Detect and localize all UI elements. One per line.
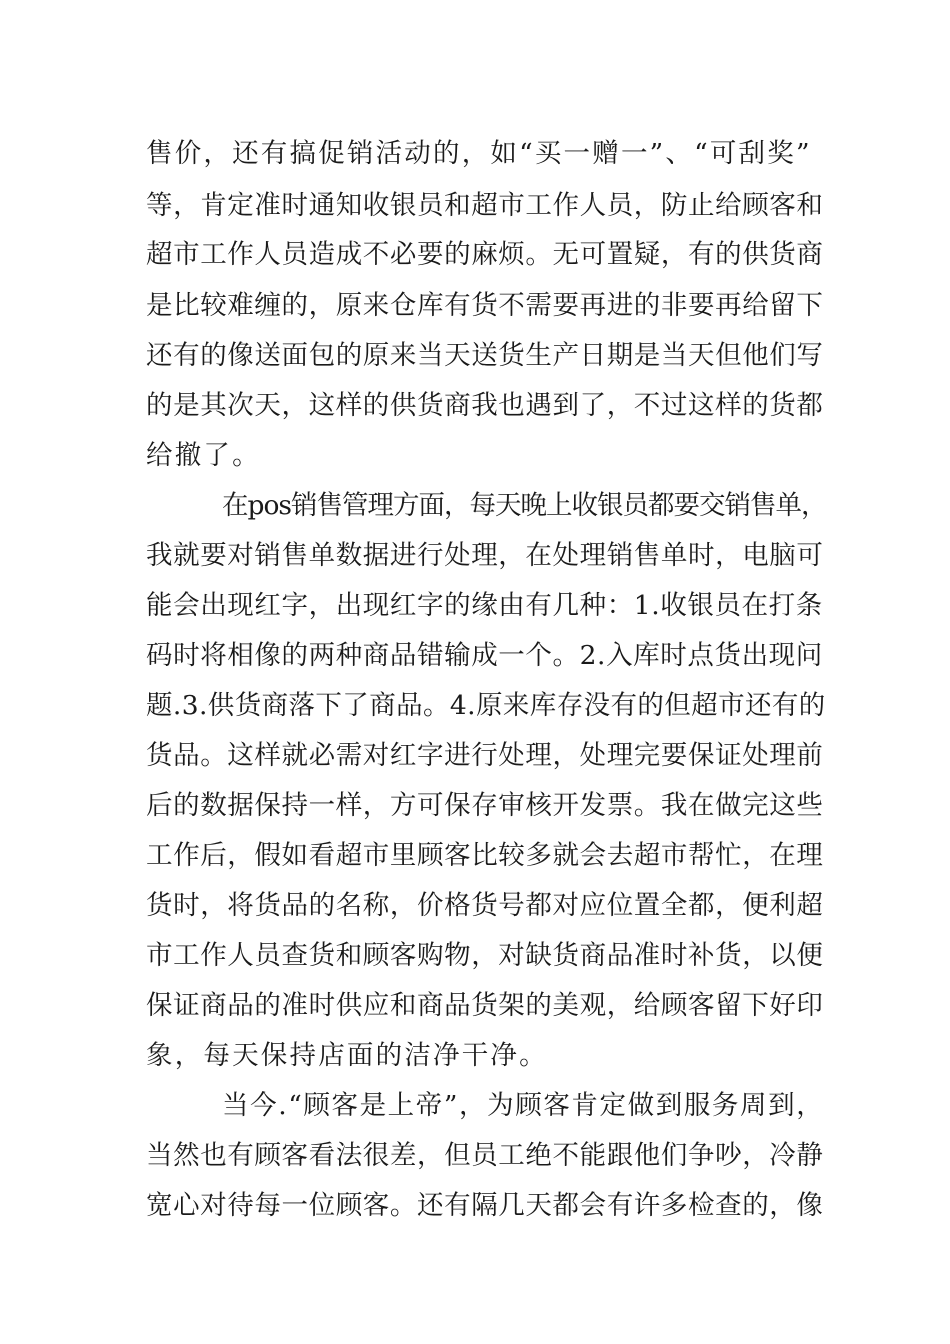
paragraph-first-line: 当今.“顾客是上帝”，为顾客肯定做到服务周到，	[222, 1090, 825, 1121]
text-line: 码时将相像的两种商品错输成一个。2.入库时点货出现问	[146, 640, 823, 671]
text-line: 售价，还有搞促销活动的，如“买一赠一”、“可刮奖”	[146, 138, 812, 169]
text-line: 宽心对待每一位顾客。还有隔几天都会有许多检查的，像	[146, 1190, 824, 1221]
text-line: 市工作人员查货和顾客购物，对缺货商品准时补货，以便	[146, 940, 824, 971]
text-line: 货时，将货品的名称，价格货号都对应位置全都，便利超	[146, 890, 824, 921]
text-line: 后的数据保持一样，方可保存审核开发票。我在做完这些	[146, 790, 824, 821]
text-line: 等，肯定准时通知收银员和超市工作人员，防止给顾客和	[146, 190, 824, 221]
text-line: 当然也有顾客看法很差，但员工绝不能跟他们争吵，冷静	[146, 1140, 824, 1171]
text-line: 给撤了。	[146, 440, 261, 471]
text-line: 还有的像送面包的原来当天送货生产日期是当天但他们写	[146, 340, 824, 371]
text-line: 是比较难缠的，原来仓库有货不需要再进的非要再给留下	[146, 290, 824, 321]
text-line: 象，每天保持店面的洁净干净。	[146, 1040, 548, 1071]
text-line: 我就要对销售单数据进行处理，在处理销售单时，电脑可	[146, 540, 824, 571]
text-line: 超市工作人员造成不必要的麻烦。无可置疑，有的供货商	[146, 239, 824, 270]
text-line: 货品。这样就必需对红字进行处理，处理完要保证处理前	[146, 740, 824, 771]
text-line: 保证商品的准时供应和商品货架的美观，给顾客留下好印	[146, 990, 824, 1021]
text-line: 工作后，假如看超市里顾客比较多就会去超市帮忙，在理	[146, 840, 824, 871]
text-line: 的是其次天，这样的供货商我也遇到了，不过这样的货都	[146, 390, 824, 421]
text-line: 能会出现红字，出现红字的缘由有几种：1.收银员在打条	[146, 590, 823, 621]
text-line: 题.3.供货商落下了商品。4.原来库存没有的但超市还有的	[146, 690, 826, 721]
paragraph-first-line: 在pos销售管理方面，每天晚上收银员都要交销售单，	[222, 490, 827, 521]
